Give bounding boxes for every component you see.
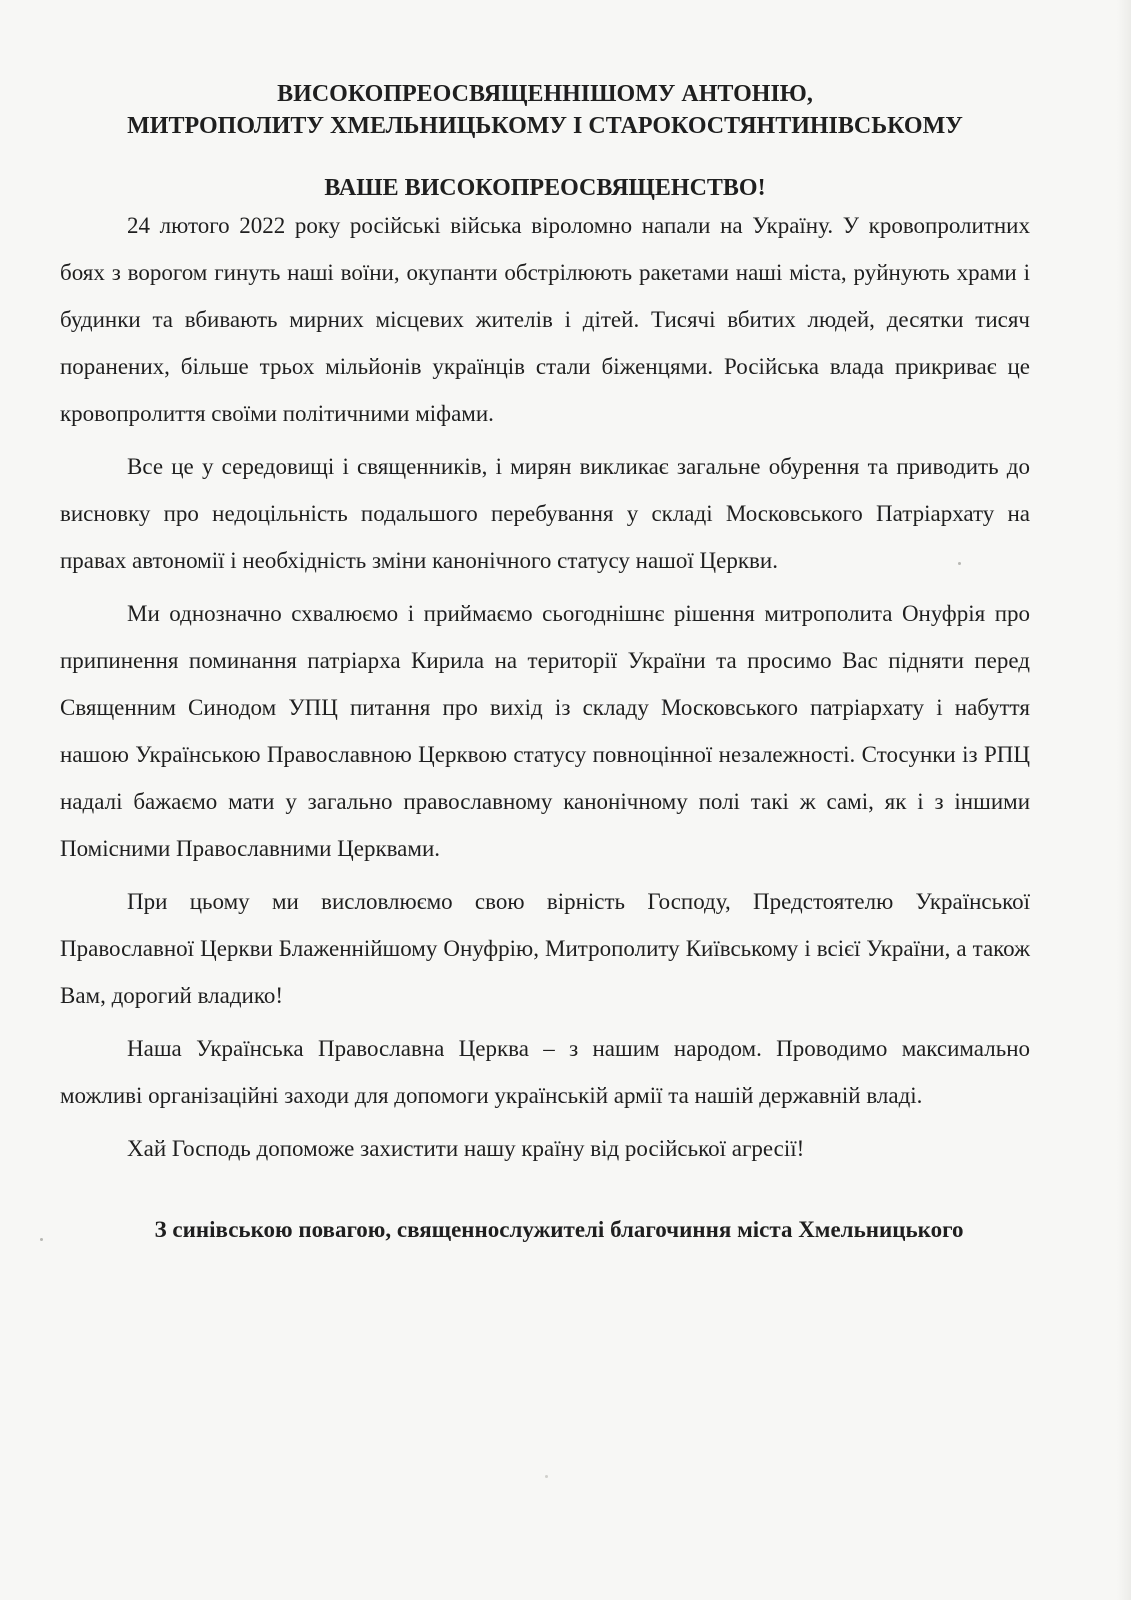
scan-speck [40,1238,43,1241]
scan-speck [545,1475,548,1478]
paragraph-prayer: Хай Господь допоможе захистити нашу країну від російської агресії! [127,1136,805,1161]
paragraph-loyalty: При цьому ми висловлюємо свою вірність Господу, Предстоятелю Української Православної Церкви Блаженнійшому Онуфрію, Митрополиту Київському і всієї України, а також Вам, дорогий владико! [60,889,1030,1008]
letter-body [60,202,1030,1172]
greeting: ВАШЕ ВИСОКОПРЕОСВЯЩЕНСТВО! [324,175,766,201]
addressee-block [60,78,1030,142]
signature-line: З синівською повагою, священнослужителі благочиння міста Хмельницького [154,1217,964,1242]
addressee-line-1: ВИСОКОПРЕОСВЯЩЕННІШОМУ АНТОНІЮ, [277,81,813,107]
letter-page [60,78,1030,1246]
paragraph-indignation: Все це у середовищі і священників, і мирян викликає загальне обурення та приводить до висновку про недоцільність подальшого перебування у складі Московського Патріархату на правах автономії і необхідність зміни канонічного статусу нашої Церкви. [60,454,1030,573]
scan-speck [958,562,961,565]
paragraph-support: Наша Українська Православна Церква – з нашим народом. Проводимо максимально можливі організаційні заходи для допомоги українській армії та нашій державній владі. [60,1036,1030,1108]
addressee-line-2: МИТРОПОЛИТУ ХМЕЛЬНИЦЬКОМУ І СТАРОКОСТЯНТИНІВСЬКОМУ [127,113,963,139]
scan-edge-shadow [1117,0,1131,1600]
paragraph-invasion: 24 лютого 2022 року російські війська віроломно напали на Україну. У кровопролитних боях з ворогом гинуть наші воїни, окупанти обстрілюють ракетами наші міста, руйнують храми і будинки та вбивають мирних місцевих жителів і дітей. Тисячі вбитих людей, десятки тисяч поранених, більше трьох мільйонів українців стали біженцями. Російська влада прикриває це кровопролиття своїми політичними міфами. [60,213,1030,426]
paragraph-request: Ми однозначно схвалюємо і приймаємо сьогоднішнє рішення митрополита Онуфрія про припинення поминання патріарха Кирила на території України та просимо Вас підняти перед Священним Синодом УПЦ питання про вихід із складу Московського патріархату і набуття нашою Українською Православною Церквою статусу повноцінної незалежності. Стосунки із РПЦ надалі бажаємо мати у загально православному канонічному полі такі ж самі, як і з іншими Помісними Православними Церквами. [60,601,1030,861]
